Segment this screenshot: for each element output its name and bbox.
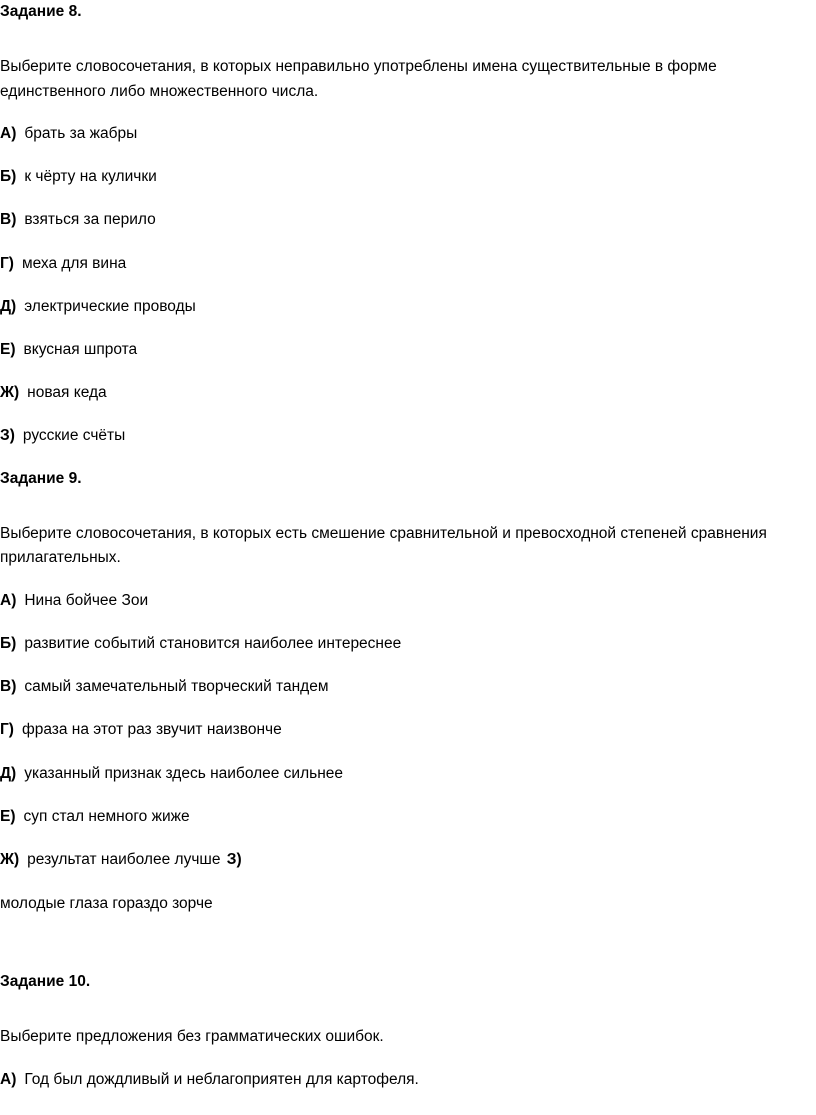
option-letter: З): [226, 851, 242, 868]
task8-option: [0, 254, 126, 274]
task8-option: [0, 124, 137, 144]
task9-option-continuation: молодые глаза гораздо зорче: [0, 895, 213, 912]
task9-option: [0, 591, 148, 611]
task8-option: [0, 340, 137, 360]
option-text: взяться за перило: [24, 211, 156, 228]
option-letter: Ж): [0, 384, 20, 401]
option-text: русские счёты: [22, 427, 126, 444]
option-text: Год был дождливый и неблагоприятен для картофеля.: [24, 1071, 419, 1088]
task10-prompt-line1: Выберите предложения без грамматических ошибок.: [0, 1028, 384, 1045]
option-letter: В): [0, 678, 17, 695]
task9-option: [0, 634, 401, 654]
task9-prompt-line2: прилагательных.: [0, 549, 121, 566]
task10-heading: Задание 10.: [0, 973, 91, 990]
task9-option: [0, 850, 242, 870]
task8-option: [0, 210, 156, 230]
option-text: Нина бойчее Зои: [24, 592, 149, 609]
option-letter: Г): [0, 255, 14, 272]
option-text: суп стал немного жиже: [23, 808, 190, 825]
option-text: новая кеда: [27, 384, 107, 401]
task8-option: [0, 167, 157, 187]
option-text: указанный признак здесь наиболее сильнее: [24, 765, 344, 782]
option-letter: Д): [0, 765, 17, 782]
option-letter: Б): [0, 168, 17, 185]
option-text: вкусная шпрота: [23, 341, 138, 358]
task8-prompt-line1: Выберите словосочетания, в которых неправильно употреблены имена существительные в форме: [0, 58, 717, 75]
task9-option: [0, 807, 190, 827]
option-letter: Д): [0, 298, 17, 315]
option-text: самый замечательный творческий тандем: [24, 678, 329, 695]
option-letter: А): [0, 125, 17, 142]
task8-option: [0, 383, 107, 403]
option-letter: Е): [0, 341, 16, 358]
option-letter: Б): [0, 635, 17, 652]
task8-option: [0, 297, 196, 317]
option-text: развитие событий становится наиболее интереснее: [24, 635, 402, 652]
option-letter: В): [0, 211, 17, 228]
task8-prompt-line2: единственного либо множественного числа.: [0, 83, 319, 100]
option-letter: Г): [0, 721, 14, 738]
option-letter: Е): [0, 808, 16, 825]
option-text: брать за жабры: [24, 125, 138, 142]
task9-prompt-line1: Выберите словосочетания, в которых есть смешение сравнительной и превосходной степеней сравнения: [0, 525, 767, 542]
option-text: фраза на этот раз звучит наизвонче: [21, 721, 282, 738]
option-text: электрические проводы: [24, 298, 196, 315]
option-letter: З): [0, 427, 15, 444]
task9-option: [0, 720, 282, 740]
task8-option: [0, 426, 125, 446]
task9-option: [0, 764, 343, 784]
task9-option: [0, 677, 329, 697]
task9-heading: Задание 9.: [0, 470, 82, 487]
option-text: к чёрту на кулички: [24, 168, 157, 185]
option-letter: Ж): [0, 851, 20, 868]
task10-option: [0, 1070, 419, 1090]
option-letter: А): [0, 1071, 17, 1088]
option-letter: А): [0, 592, 17, 609]
option-text: меха для вина: [21, 255, 127, 272]
task8-heading: Задание 8.: [0, 3, 82, 20]
option-text: результат наиболее лучше: [27, 851, 221, 868]
